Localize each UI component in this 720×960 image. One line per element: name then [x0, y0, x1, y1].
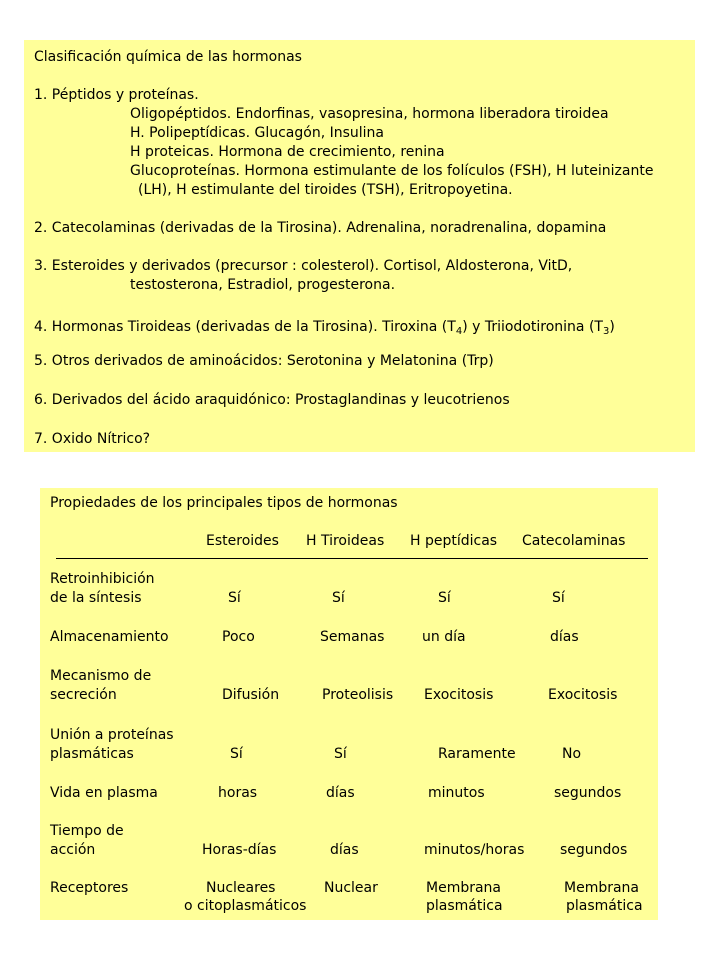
table-cell: Membrana: [564, 880, 640, 896]
header-divider: [56, 558, 648, 559]
item-3-line-2: testosterona, Estradiol, progesterona.: [130, 277, 396, 293]
column-header-esteroides: Esteroides: [206, 533, 279, 549]
row-label-line: Tiempo de: [50, 823, 124, 839]
item-7: 7. Oxido Nítrico?: [34, 431, 151, 447]
table-cell: Proteolisis: [322, 687, 394, 703]
item-1-line-4: Glucoproteínas. Hormona estimulante de los folículos (FSH), H luteinizante: [130, 163, 654, 179]
row-label-line: Vida en plasma: [50, 785, 158, 801]
table-cell-continuation: plasmática: [426, 898, 503, 914]
table-cell: No: [562, 746, 582, 762]
row-label-line: acción: [50, 842, 96, 858]
item-4-text-b: ) y Triiodotironina (T: [462, 319, 603, 335]
row-label-line: Receptores: [50, 880, 129, 896]
row-label-line: plasmáticas: [50, 746, 134, 762]
table-cell: Nuclear: [324, 880, 378, 896]
item-1-heading: 1. Péptidos y proteínas.: [34, 87, 199, 103]
row-label-line: Unión a proteínas: [50, 727, 174, 743]
item-4-text-a: 4. Hormonas Tiroideas (derivadas de la Tirosina). Tiroxina (T: [34, 319, 456, 335]
table-cell: minutos: [428, 785, 485, 801]
table-cell: Raramente: [438, 746, 516, 762]
column-header-h-peptidicas: H peptídicas: [410, 533, 498, 549]
item-4-text-c: ): [609, 319, 615, 335]
table-cell: Horas-días: [202, 842, 277, 858]
table-cell: Semanas: [320, 629, 385, 645]
classification-panel: [24, 40, 695, 452]
table-cell: días: [330, 842, 359, 858]
table-cell: Sí: [552, 590, 565, 606]
table-cell: Sí: [228, 590, 241, 606]
item-2: 2. Catecolaminas (derivadas de la Tirosina). Adrenalina, noradrenalina, dopamina: [34, 220, 607, 236]
table-cell: Membrana: [426, 880, 502, 896]
properties-panel: [40, 488, 658, 920]
column-header-catecolaminas: Catecolaminas: [522, 533, 626, 549]
item-1-line-5: (LH), H estimulante del tiroides (TSH), Eritropoyetina.: [138, 182, 513, 198]
row-label-line: Retroinhibición: [50, 571, 155, 587]
table-cell: Exocitosis: [548, 687, 618, 703]
table-cell: Sí: [332, 590, 345, 606]
table-cell: un día: [422, 629, 466, 645]
table-cell: horas: [218, 785, 258, 801]
item-5: 5. Otros derivados de aminoácidos: Serotonina y Melatonina (Trp): [34, 353, 494, 369]
item-4-sub-a: 4: [455, 326, 463, 337]
table-cell: Exocitosis: [424, 687, 494, 703]
table-cell: segundos: [554, 785, 622, 801]
table-cell-continuation: plasmática: [566, 898, 643, 914]
table-cell: días: [550, 629, 579, 645]
classification-title: Clasificación química de las hormonas: [34, 49, 302, 65]
table-cell: Poco: [222, 629, 255, 645]
table-cell: Nucleares: [206, 880, 276, 896]
table-cell: Sí: [230, 746, 243, 762]
table-cell: minutos/horas: [424, 842, 525, 858]
row-label-line: secreción: [50, 687, 117, 703]
item-1-line-1: Oligopéptidos. Endorfinas, vasopresina, hormona liberadora tiroidea: [130, 106, 609, 122]
item-1-line-3: H proteicas. Hormona de crecimiento, renina: [130, 144, 445, 160]
properties-title: Propiedades de los principales tipos de hormonas: [50, 495, 398, 511]
row-label-line: Almacenamiento: [50, 629, 169, 645]
item-3-line-1: 3. Esteroides y derivados (precursor : colesterol). Cortisol, Aldosterona, VitD,: [34, 258, 573, 274]
table-cell: Sí: [438, 590, 451, 606]
item-4-sub-b: 3: [602, 326, 610, 337]
row-label-line: Mecanismo de: [50, 668, 152, 684]
column-header-h-tiroideas: H Tiroideas: [306, 533, 385, 549]
item-6: 6. Derivados del ácido araquidónico: Prostaglandinas y leucotrienos: [34, 392, 510, 408]
item-4: [34, 318, 615, 341]
table-cell: segundos: [560, 842, 628, 858]
item-1-line-2: H. Polipeptídicas. Glucagón, Insulina: [130, 125, 384, 141]
table-cell-continuation: o citoplasmáticos: [184, 898, 307, 914]
row-label-line: de la síntesis: [50, 590, 142, 606]
table-cell: Sí: [334, 746, 347, 762]
table-cell: Difusión: [222, 687, 280, 703]
table-cell: días: [326, 785, 355, 801]
